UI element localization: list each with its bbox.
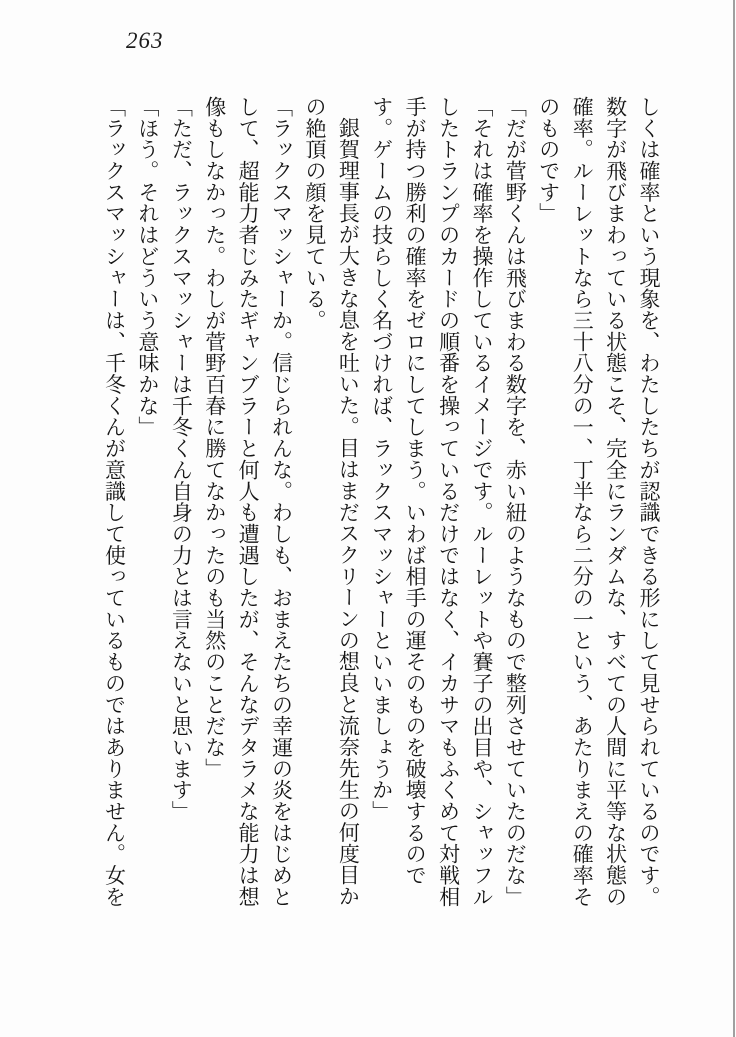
text-block	[95, 96, 665, 911]
page-edge-line	[733, 0, 735, 1037]
paragraph: 「ほう。それはどういう意味かな」	[135, 96, 160, 438]
paragraph: 「ただ、ラックスマッシャーは千冬くん自身の力とは言えないと思います」	[169, 96, 194, 822]
paragraph: しくは確率という現象を、わたしたちが認識できる形にして見せられているのです。数字が飛びまわっている状態こそ、完全にランダムな、すべての人間に平等な状態の確率。ルーレットなら三十八分の一、丁半なら二分の一という、あたりまえの確率そのものです」	[536, 96, 661, 908]
paragraph: 「だが菅野くんは飛びまわる数字を、赤い紐のようなもので整列させていたのだな」	[503, 96, 528, 908]
paragraph: 「ラックスマッシャーは、千冬くんが意識して使っているものではありません。女を	[102, 96, 127, 908]
paragraph: 「ラックスマッシャーか。信じられんな。わしも、おまえたちの幸運の炎をはじめとして、超能力者じみたギャンブラーと何人も遭遇したが、そんなデタラメな能力は想像もしなかった。わしが菅野百春に勝てなかったのも当然のことだな」	[202, 96, 294, 908]
page-number: 263	[126, 28, 164, 53]
paragraph: 「それは確率を操作しているイメージです。ルーレットや賽子の出目や、シャッフルしたトランプのカードの順番を操っているだけではなく、イカサマもふくめて対戦相手が持つ勝利の確率をゼロにしてしまう。いわば相手の運そのものを破壊するのです。ゲームの技らしく名づければ、ラックスマッシャーといいましょうか」	[369, 96, 494, 908]
paragraph: 銀賀理事長が大きな息を吐いた。目はまだスクリーンの想良と流奈先生の何度目かの絶頂の顔を見ている。	[302, 96, 361, 907]
